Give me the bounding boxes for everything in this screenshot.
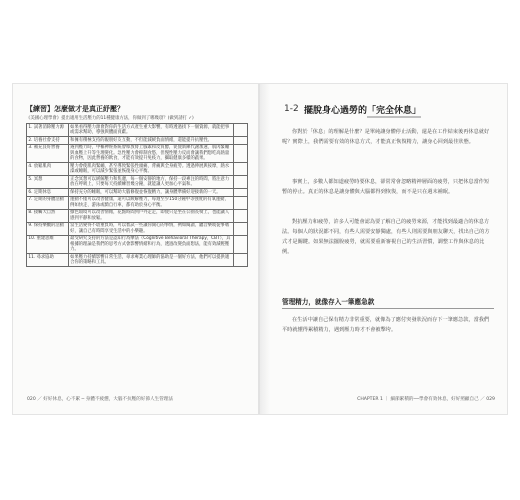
method-description-cell: 運動不僅可以改善健康，還可以緩解壓力，每週至少150分鐘中等強度的有氧運動，例如快走、游泳或騎自行車，都有助於身心平衡。 — [68, 196, 233, 209]
method-name-cell: 1. 試著消除壓力源 — [27, 124, 69, 137]
method-name-cell: 5. 冥想 — [27, 176, 69, 189]
method-name-cell: 9. 保持樂觀的活動 — [27, 222, 69, 235]
method-description-cell: 當生活變得不堪重負時，可以嘗試一些讓你開心的事情，例如閱讀、聽音樂或從事嗜好，讓自己有時間享受生活中的小樂趣。 — [68, 222, 233, 235]
table-row — [27, 254, 248, 267]
method-description-cell: 綠色環境可以改善情緒，花點時間到戶外走走，即使只是坐在公園長椅上，也能讓人感到平靜和放鬆。 — [68, 209, 233, 222]
checkbox-cell[interactable] — [234, 163, 248, 176]
checkbox-cell[interactable] — [234, 189, 248, 197]
table-row — [27, 209, 248, 222]
exercise-box-subtitle: 《美國心理學會》提出適用生活壓力的11種健康方法，你做到了哪幾項？(做到請打 ✓) — [26, 116, 194, 121]
body-paragraph-2: 事實上，多數人都知道疲勞時要休息，卻常常會忽略精神層面的疲勞，只把休息當作短暫的停止。真正的休息是讓身體與大腦都得到恢復，而不是只在週末補眠。 — [282, 179, 490, 195]
book-spread — [13, 84, 507, 414]
right-page — [260, 84, 507, 414]
method-name-cell: 8. 接觸大自然 — [27, 209, 69, 222]
checkbox-cell[interactable] — [234, 196, 248, 209]
table-row — [27, 196, 248, 209]
method-description-cell: 如果看得壓力源會對你的生活方式產生重大影響，有時透過找下一個資源，就能把事或需求幫助，導強與體面貢獻。 — [68, 124, 233, 137]
table-row — [27, 144, 248, 162]
checkbox-cell[interactable] — [234, 137, 248, 145]
section-title-prefix: 擺脫身心過勞的 — [304, 106, 368, 116]
left-page-footer: 020 ／ 好好休息，心不累 ─ 身體不疲憊，大腦不抗壓的好節人生管理法 — [27, 397, 174, 402]
method-description-cell: 遇到壓力時，中樞神經系統會釋放腎上腺素和皮質醇，促使新陳代謝加速、肌肉緊繃與血壓上升等生理變化。急性壓力會抑制食慾，但慢性壓力反而會讓我們想吃高熱量的食物，因此營養的飲食，才能有效提升免疫力，攝取健康多樣的蔬果。 — [68, 144, 233, 162]
table-row — [27, 222, 248, 235]
method-name-cell: 10. 重建思維 — [27, 235, 69, 253]
table-row — [27, 189, 248, 197]
checkbox-cell[interactable] — [234, 235, 248, 253]
method-name-cell: 2. 培養社會支持 — [27, 137, 69, 145]
table-row — [27, 124, 248, 137]
right-page-footer: CHAPTER 1 ｜ 細節累積的──學會有效休息，好好照顧自己 ／ 029 — [357, 397, 495, 402]
body-paragraph-1: 你對於「休息」的理解是什麼？是單純讓身體停止活動，還是在工作結束後再休息就好呢？實際上，我們需要有效的休息方式，才能真正恢復精力，讓身心回到最佳狀態。 — [282, 129, 490, 145]
section-title — [304, 103, 421, 116]
table-row — [27, 163, 248, 176]
method-description-cell: 壓力會使肌肉緊繃，甚至導致緊張性頭痛，背痛與全身疲勞。透過伸展與按摩，熱水澡或睡眠，可以減少緊張並恢復身心平衡。 — [68, 163, 233, 176]
checkbox-cell[interactable] — [234, 144, 248, 162]
method-name-cell: 11. 尋求協助 — [27, 254, 69, 267]
left-page — [13, 84, 260, 414]
method-name-cell: 4. 放鬆肌肉 — [27, 163, 69, 176]
method-name-cell: 7. 定期的身體活動 — [27, 196, 69, 209]
stress-methods-table-body — [27, 124, 248, 267]
exercise-box-title: 【練習】怎麼做才是真正紓壓？ — [26, 105, 124, 113]
stress-methods-table — [26, 123, 248, 267]
table-row — [27, 235, 248, 253]
method-description-cell: 保持充分的睡眠，可以幫助大腦修復並恢復精力，讓身體準備好迎接新的一天。 — [68, 189, 233, 197]
checkbox-cell[interactable] — [234, 222, 248, 235]
method-name-cell: 3. 補充良好營養 — [27, 144, 69, 162]
section-number: 1-2 — [284, 104, 299, 114]
method-name-cell: 6. 定期休息 — [27, 189, 69, 197]
body-paragraph-3: 對抗壓力和疲勞，許多人可能會認為要了解自己的疲勞來源，才能找到最適合的休息方法。每個人的狀況都不同，有些人需要安靜獨處，有些人則需要與朋友聊天，找出自己的方式才是關鍵。如果無法擺脫疲勞，就需要重新審視自己的生活習慣，調整工作與休息的比例。 — [282, 219, 490, 255]
method-description-cell: 和擁有積極支持的親朋好友互動，不但能減緩負面情緒，還能提升抗壓性。 — [68, 137, 233, 145]
section-title-highlight: 「完全休息」 — [367, 106, 422, 116]
method-description-cell: 最受研究支持的方法是認知行為療法（Cognitive Behavioral Therapy，CBT），其根據的理論是我們的思考方式會影響情緒和行為，透過改變負面想法，能有效減輕壓力。 — [68, 235, 233, 253]
sub-heading: 管理精力，就像存入一筆應急款 — [282, 296, 494, 309]
checkbox-cell[interactable] — [234, 176, 248, 189]
checkbox-cell[interactable] — [234, 254, 248, 267]
method-description-cell: 正念冥想可以緩解壓力和焦慮，每一個安靜的地方，保持一段專注的時間，將注意力放在呼吸上，只要每天持續練習幾分鐘，就能讓人更加心平氣和。 — [68, 176, 233, 189]
table-row — [27, 137, 248, 145]
checkbox-cell[interactable] — [234, 209, 248, 222]
method-description-cell: 如果壓力持續影響日常生活，尋求專業心理師的協助是一個好方法，他們可以提供適合你的策略和工具。 — [68, 254, 233, 267]
body-paragraph-4: 在生活中讓自己保有精力非常重要，就像為了應付突發狀況而存下一筆應急款，當我們平時就懂得累積精力，遇到壓力時才不會被擊垮。 — [282, 317, 490, 333]
checkbox-cell[interactable] — [234, 124, 248, 137]
table-row — [27, 176, 248, 189]
